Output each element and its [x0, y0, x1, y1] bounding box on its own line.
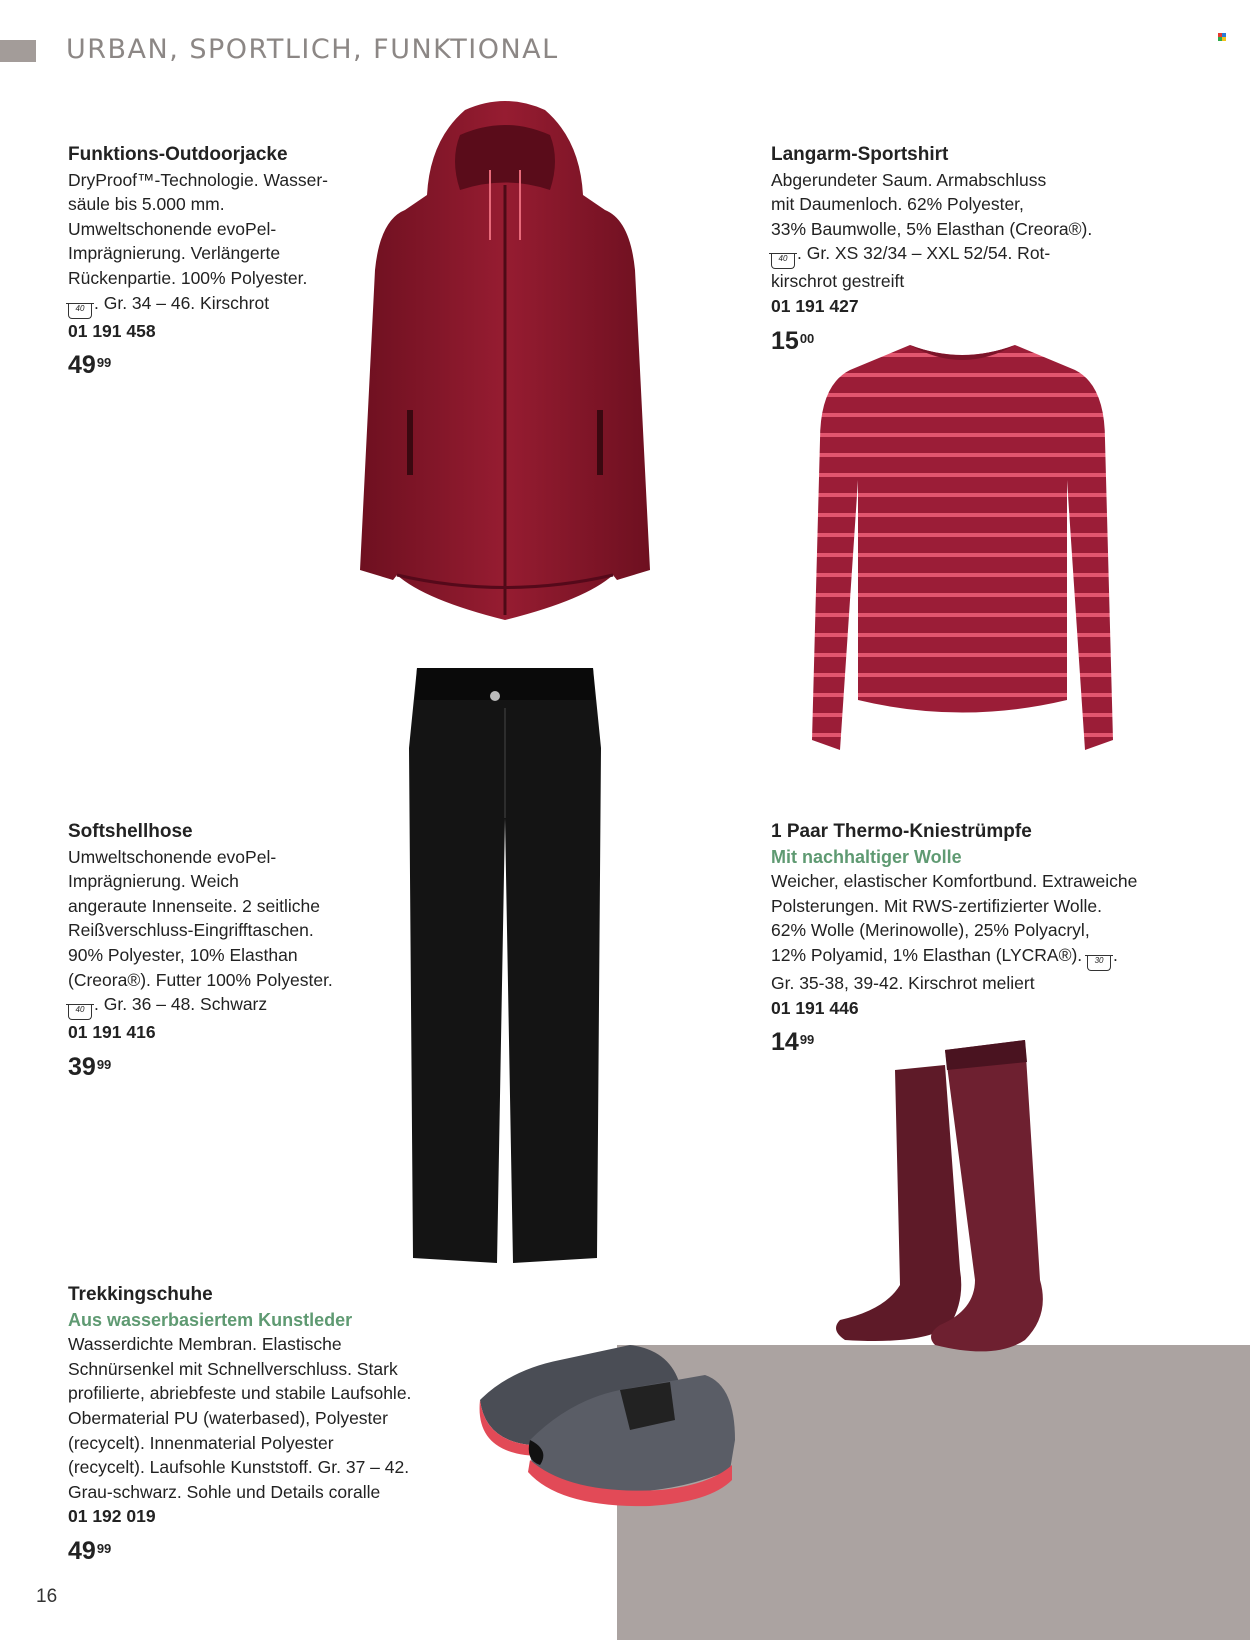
header-accent-bar — [0, 40, 36, 62]
article-number: 01 191 427 — [771, 295, 859, 316]
product-description: Weicher, elastischer Komfortbund. Extraweiche Polsterungen. Mit RWS-zertifizierter Wolle. 62% Wolle (Merinowolle), 25% Polyacryl, 12% Polyamid, 1% Elasthan (LYCRA®). 30 . Gr. 35-38, 39-42. Kirschrot meliert — [771, 871, 1138, 993]
product-pants — [68, 820, 398, 1081]
price: $49^{99}$ — [68, 1536, 112, 1565]
socks-image — [825, 1040, 1095, 1360]
product-description: Abgerundeter Saum. Armabschluss mit Daumenloch. 62% Polyester, 33% Baumwolle, 5% Elasthan (Creora®). 40 . Gr. XS 32/34 – XXL 52/54. Rot- kirschrot gestreift — [771, 169, 1093, 292]
wash-symbol-icon: 40 — [771, 253, 795, 269]
wash-symbol-icon: 30 — [1087, 955, 1111, 971]
product-shoes — [68, 1283, 488, 1565]
product-description: Umweltschonende evoPel- Imprägnierung. Weich angeraute Innenseite. 2 seitliche Reißverschluss-Eingrifftaschen. 90% Polyester, 10% Elasthan (Creora®). Futter 100% Polyester. 40 . Gr. 36 – 48. Schwarz — [68, 845, 398, 1021]
product-description: Wasserdichte Membran. Elastische Schnürsenkel mit Schnellverschluss. Stark profilierte, abriebfeste und stabile Laufsohle. Obermaterial PU (waterbased), Polyester (recycelt). Innenmaterial Polyester (recycelt). Laufsohle Kunststoff. Gr. 37 – 42. Grau-schwarz. Sohle und Details coralle — [68, 1334, 412, 1502]
product-name: Langarm-Sportshirt — [771, 144, 949, 165]
wash-symbol-icon: 40 — [68, 303, 92, 319]
wash-symbol-icon: 40 — [68, 1004, 92, 1020]
price: $15^{00}$ — [771, 326, 815, 355]
product-name: Trekkingschuhe — [68, 1284, 213, 1305]
product-description: DryProof™-Technologie. Wasser- säule bis 5.000 mm. Umweltschonende evoPel- Imprägnierung. Verlängerte Rückenpartie. 100% Polyester. 40 . Gr. 34 – 46. Kirschrot — [68, 168, 398, 319]
jacket-image — [355, 100, 655, 625]
article-number: 01 191 416 — [68, 1022, 156, 1043]
shirt-image — [805, 340, 1120, 755]
price: $39^{99}$ — [68, 1052, 112, 1081]
article-number: 01 191 458 — [68, 320, 156, 341]
price: $14^{99}$ — [771, 1028, 815, 1057]
product-subtitle: Mit nachhaltiger Wolle — [771, 846, 962, 867]
product-name: 1 Paar Thermo-Kniestrümpfe — [771, 821, 1032, 842]
shoes-image — [470, 1330, 740, 1520]
page-number: 16 — [36, 1586, 58, 1607]
product-socks — [771, 820, 1191, 1056]
article-number: 01 191 446 — [771, 997, 859, 1018]
price: $49^{99}$ — [68, 351, 112, 380]
product-name: Softshellhose — [68, 821, 193, 842]
product-name: Funktions-Outdoorjacke — [68, 144, 288, 165]
product-shirt — [771, 143, 1151, 355]
page-title: URBAN, SPORTLICH, FUNKTIONAL — [66, 34, 559, 65]
pants-image — [405, 668, 605, 1268]
product-subtitle: Aus wasserbasiertem Kunstleder — [68, 1309, 353, 1330]
article-number: 01 192 019 — [68, 1506, 156, 1527]
product-jacket — [68, 143, 398, 379]
color-dots-icon — [1218, 33, 1226, 41]
